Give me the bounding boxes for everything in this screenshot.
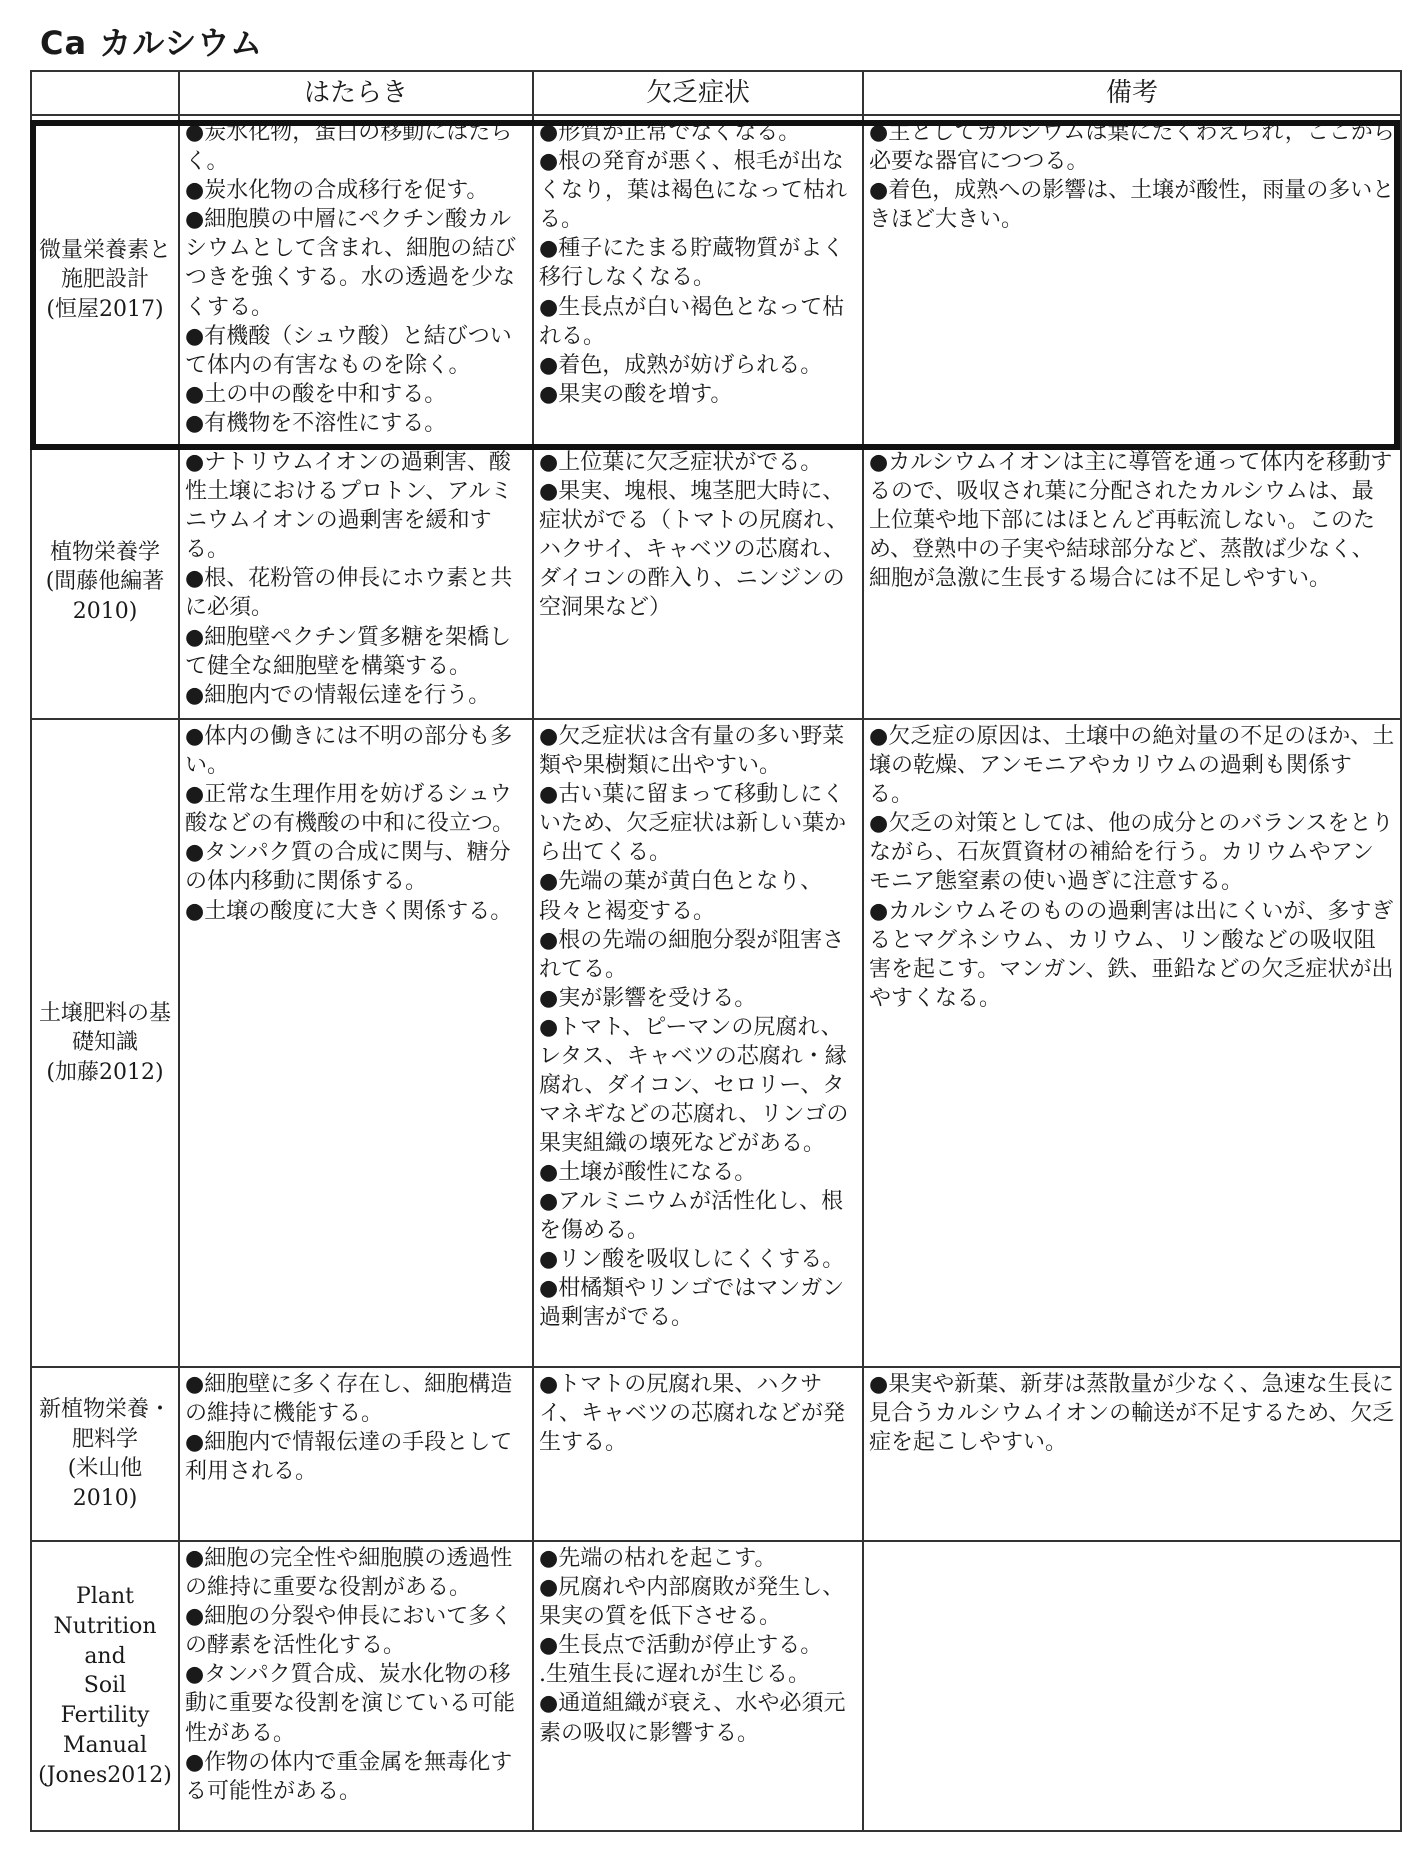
function-item: ●細胞の分裂や伸長において多くの酵素を活性化する。 xyxy=(185,1604,513,1659)
function-item: ●細胞内での情報伝達を行う。 xyxy=(185,682,491,708)
deficiency-item: .生殖生長に遅れが生じる。 xyxy=(539,1662,810,1688)
deficiency-item: ●古い葉に留まって移動しにくいため、欠乏症状は新しい葉から出てくる。 xyxy=(539,782,847,866)
source-line: (Jones2012) xyxy=(38,1762,172,1788)
function-item: ●正常な生理作用を妨げるシュウ酸などの有機酸の中和に役立つ。 xyxy=(185,782,515,837)
function-item: ●土壌の酸度に大きく関係する。 xyxy=(185,898,513,924)
function-item: ●作物の体内で重金属を無毒化する可能性がある。 xyxy=(185,1749,513,1804)
deficiency-item: ●果実の酸を増す。 xyxy=(539,381,733,407)
source-line: 微量栄養素と xyxy=(38,237,171,263)
deficiency-cell xyxy=(533,719,863,1367)
source-line: Manual xyxy=(62,1732,148,1758)
source-line: 土壌肥料の基 xyxy=(38,1000,171,1026)
source-cell xyxy=(31,445,179,719)
deficiency-item: ●リン酸を吸収しにくくする。 xyxy=(539,1246,845,1272)
function-item: ●土の中の酸を中和する。 xyxy=(185,381,447,407)
function-cell xyxy=(179,1367,533,1541)
function-item: ●ナトリウムイオンの過剰害、酸性土壌におけるプロトン、アルミニウムイオンの過剰害を緩和する。 xyxy=(185,450,513,563)
function-cell xyxy=(179,719,533,1367)
deficiency-item: ●根の発育が悪く、根毛が出なくなり，葉は褐色になって枯れる。 xyxy=(539,149,848,233)
deficiency-cell xyxy=(533,1367,863,1541)
notes-item: ●着色，成熟への影響は、土壌が酸性，雨量の多いときほど大きい。 xyxy=(869,178,1395,233)
notes-cell xyxy=(863,445,1401,719)
deficiency-item: ●土壌が酸性になる。 xyxy=(539,1159,757,1185)
function-item: ●細胞壁に多く存在し、細胞構造の維持に機能する。 xyxy=(185,1372,513,1427)
header-notes: 備考 xyxy=(863,71,1401,115)
source-cell xyxy=(31,115,179,445)
deficiency-item: ●形質が正常でなくなる。 xyxy=(539,120,801,146)
notes-cell xyxy=(863,1541,1401,1831)
function-item: ●有機酸（シュウ酸）と結びついて体内の有害なものを除く。 xyxy=(185,323,512,378)
function-item: ●根、花粉管の伸長にホウ素と共に必須。 xyxy=(185,566,513,621)
table-row xyxy=(31,719,1401,1367)
deficiency-cell xyxy=(533,445,863,719)
notes-item: ●カルシウムイオンは主に導管を通って体内を移動するので、吸収され葉に分配されたカルシウムは、最上位葉や地下部にはほとんど再転流しない。このため、登熟中の子実や結球部分など、蒸散ば少なく、細胞が急激に生長する場合には不足しやすい。 xyxy=(869,450,1393,592)
header-function: はたらき xyxy=(179,71,533,115)
function-item: ●細胞の完全性や細胞膜の透過性の維持に重要な役割がある。 xyxy=(185,1546,513,1601)
source-cell xyxy=(31,1367,179,1541)
notes-item: ●主としてカルシウムは葉にたくわえられ，ここから必要な器官につつる。 xyxy=(869,120,1395,175)
table-row xyxy=(31,115,1401,445)
deficiency-item: ●実が影響を受ける。 xyxy=(539,985,757,1011)
page-title: Ca カルシウム xyxy=(40,24,264,62)
header-source xyxy=(31,71,179,115)
notes-item: ●欠乏の対策としては、他の成分とのバランスをとりながら、石灰質資材の補給を行う。カリウムやアンモニア態窒素の使い過ぎに注意する。 xyxy=(869,811,1394,895)
table-row xyxy=(31,1367,1401,1541)
calcium-table xyxy=(30,70,1402,1832)
function-item: ●タンパク質合成、炭水化物の移動に重要な役割を演じている可能性がある。 xyxy=(185,1662,516,1746)
source-line: 植物栄養学 xyxy=(49,539,160,565)
source-cell xyxy=(31,1541,179,1831)
deficiency-item: ●生長点が白い褐色となって枯れる。 xyxy=(539,294,845,349)
function-item: ●炭水化物の合成移行を促す。 xyxy=(185,178,489,204)
function-item: ●炭水化物，蛋白の移動にはたらく。 xyxy=(185,120,513,175)
notes-item: ●果実や新葉、新芽は蒸散量が少なく、急速な生長に見合うカルシウムイオンの輸送が不足するため、欠乏症を起こしやすい。 xyxy=(869,1372,1395,1456)
deficiency-item: ●通道組織が衰え、水や必須元素の吸収に影響する。 xyxy=(539,1691,846,1746)
deficiency-cell xyxy=(533,1541,863,1831)
source-line: Nutrition and xyxy=(53,1614,164,1669)
notes-cell xyxy=(863,719,1401,1367)
table-row xyxy=(31,445,1401,719)
source-line: (米山他2010) xyxy=(67,1456,143,1511)
deficiency-item: ●先端の枯れを起こす。 xyxy=(539,1546,777,1572)
table-row xyxy=(31,1541,1401,1831)
deficiency-item: ●先端の葉が黄白色となり、段々と褐変する。 xyxy=(539,869,823,924)
source-cell xyxy=(31,719,179,1367)
deficiency-item: ●種子にたまる貯蔵物質がよく移行しなくなる。 xyxy=(539,236,845,291)
source-line: 礎知識 xyxy=(71,1030,138,1056)
notes-cell xyxy=(863,115,1401,445)
function-cell xyxy=(179,1541,533,1831)
function-cell xyxy=(179,445,533,719)
deficiency-item: ●着色，成熟が妨げられる。 xyxy=(539,352,823,378)
deficiency-item: ●欠乏症状は含有量の多い野菜類や果樹類に出やすい。 xyxy=(539,724,845,779)
source-line: (恒屋2017) xyxy=(46,297,164,323)
source-line: (加藤2012) xyxy=(46,1060,164,1086)
function-item: ●タンパク質の合成に関与、糖分の体内移動に関係する。 xyxy=(185,840,511,895)
deficiency-item: ●アルミニウムが活性化し、根を傷める。 xyxy=(539,1188,844,1243)
source-line: 新植物栄養・ xyxy=(38,1396,171,1422)
deficiency-item: ●果実、塊根、塊茎肥大時に、症状がでる（トマトの尻腐れ、ハクサイ、キャベツの芯腐れ、ダイコンの酢入り、ニンジンの空洞果など） xyxy=(539,479,849,621)
source-line: Soil Fertility xyxy=(60,1673,150,1729)
notes-item: ●欠乏症の原因は、土壌中の絶対量の不足のほか、土壌の乾燥、アンモニアやカリウムの過剰も関係する。 xyxy=(869,724,1395,808)
source-line: (間藤他編著 xyxy=(45,569,165,595)
source-line: 2010) xyxy=(72,599,138,625)
source-line: 施肥設計 xyxy=(60,267,149,293)
notes-cell xyxy=(863,1367,1401,1541)
function-item: ●有機物を不溶性にする。 xyxy=(185,410,447,436)
notes-item: ●カルシウムそのものの過剰害は出にくいが、多すぎるとマグネシウム、カリウム、リン酸などの吸収阻害を起こす。マンガン、鉄、亜鉛などの欠乏症状が出やすくなる。 xyxy=(869,898,1394,1011)
source-line: 肥料学 xyxy=(71,1426,138,1452)
source-line: Plant xyxy=(76,1584,134,1610)
header-deficiency: 欠乏症状 xyxy=(533,71,863,115)
function-item: ●細胞膜の中層にペクチン酸カルシウムとして含まれ、細胞の結びつきを強くする。水の透過を少なくする。 xyxy=(185,207,517,320)
deficiency-item: ●柑橘類やリンゴではマンガン過剰害がでる。 xyxy=(539,1275,845,1330)
deficiency-item: ●上位葉に欠乏症状がでる。 xyxy=(539,450,823,476)
deficiency-item: ●根の先端の細胞分裂が阻害されてる。 xyxy=(539,927,845,982)
deficiency-item: ●トマトの尻腐れ果、ハクサイ、キャベツの芯腐れなどが発生する。 xyxy=(539,1372,846,1456)
function-item: ●体内の働きには不明の部分も多い。 xyxy=(185,724,513,779)
deficiency-item: ●尻腐れや内部腐敗が発生し、果実の質を低下させる。 xyxy=(539,1575,845,1630)
deficiency-item: ●トマト、ピーマンの尻腐れ、レタス、キャベツの芯腐れ・縁腐れ、ダイコン、セロリー、タマネギなどの芯腐れ、リンゴの果実組織の壊死などがある。 xyxy=(539,1014,849,1156)
deficiency-item: ●生長点で活動が停止する。 xyxy=(539,1633,823,1659)
header-row xyxy=(31,71,1401,115)
function-item: ●細胞壁ペクチン質多糖を架橋して健全な細胞壁を構築する。 xyxy=(185,624,512,679)
function-cell xyxy=(179,115,533,445)
function-item: ●細胞内で情報伝達の手段として利用される。 xyxy=(185,1430,513,1485)
deficiency-cell xyxy=(533,115,863,445)
